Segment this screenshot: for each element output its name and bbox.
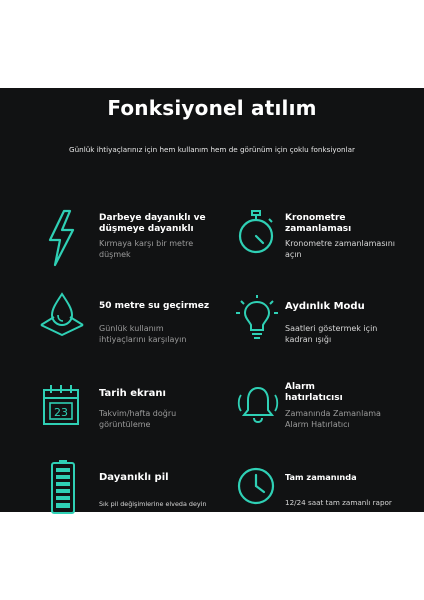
feature-desc: Kırmaya karşı bir metre düşmek bbox=[99, 239, 194, 259]
battery-icon bbox=[50, 459, 76, 514]
feature-title: Dayanıklı pil bbox=[99, 472, 169, 483]
water-drop-icon bbox=[38, 291, 86, 337]
calendar-icon bbox=[42, 384, 80, 426]
feature-desc: Günlük kullanım ihtiyaçlarını karşılayın bbox=[99, 324, 187, 344]
stopwatch-icon bbox=[236, 209, 276, 257]
page-title: Fonksiyonel atılım bbox=[107, 96, 317, 120]
feature-title: Alarm hatırlatıcısı bbox=[285, 382, 343, 403]
feature-title: Kronometre zamanlaması bbox=[285, 213, 352, 234]
light-bulb-icon bbox=[235, 294, 279, 340]
feature-desc: Takvim/hafta doğru görüntüleme bbox=[99, 409, 177, 429]
feature-title: 50 metre su geçirmez bbox=[99, 301, 210, 311]
alarm-bell-icon bbox=[236, 385, 280, 425]
feature-desc: Zamanında Zamanlama Alarm Hatırlatıcı bbox=[285, 409, 381, 429]
lightning-icon bbox=[46, 208, 76, 268]
feature-title: Tarih ekranı bbox=[99, 388, 166, 399]
feature-title: Tam zamanında bbox=[285, 472, 357, 482]
feature-desc: 12/24 saat tam zamanlı rapor bbox=[285, 498, 392, 507]
feature-desc: Sık pil değişimlerine elveda deyin bbox=[99, 500, 207, 508]
feature-desc: Saatleri göstermek için kadran ışığı bbox=[285, 324, 378, 344]
feature-panel bbox=[0, 88, 424, 512]
calendar-day: 23 bbox=[54, 406, 68, 419]
page-subtitle: Günlük ihtiyaçlarınız için hem kullanım hem de görünüm için çoklu fonksiyonlar bbox=[69, 145, 355, 154]
feature-desc: Kronometre zamanlamasını açın bbox=[285, 239, 396, 259]
feature-title: Aydınlık Modu bbox=[285, 301, 365, 312]
feature-title: Darbeye dayanıklı ve düşmeye dayanıklı bbox=[99, 213, 206, 234]
clock-icon bbox=[236, 466, 276, 506]
